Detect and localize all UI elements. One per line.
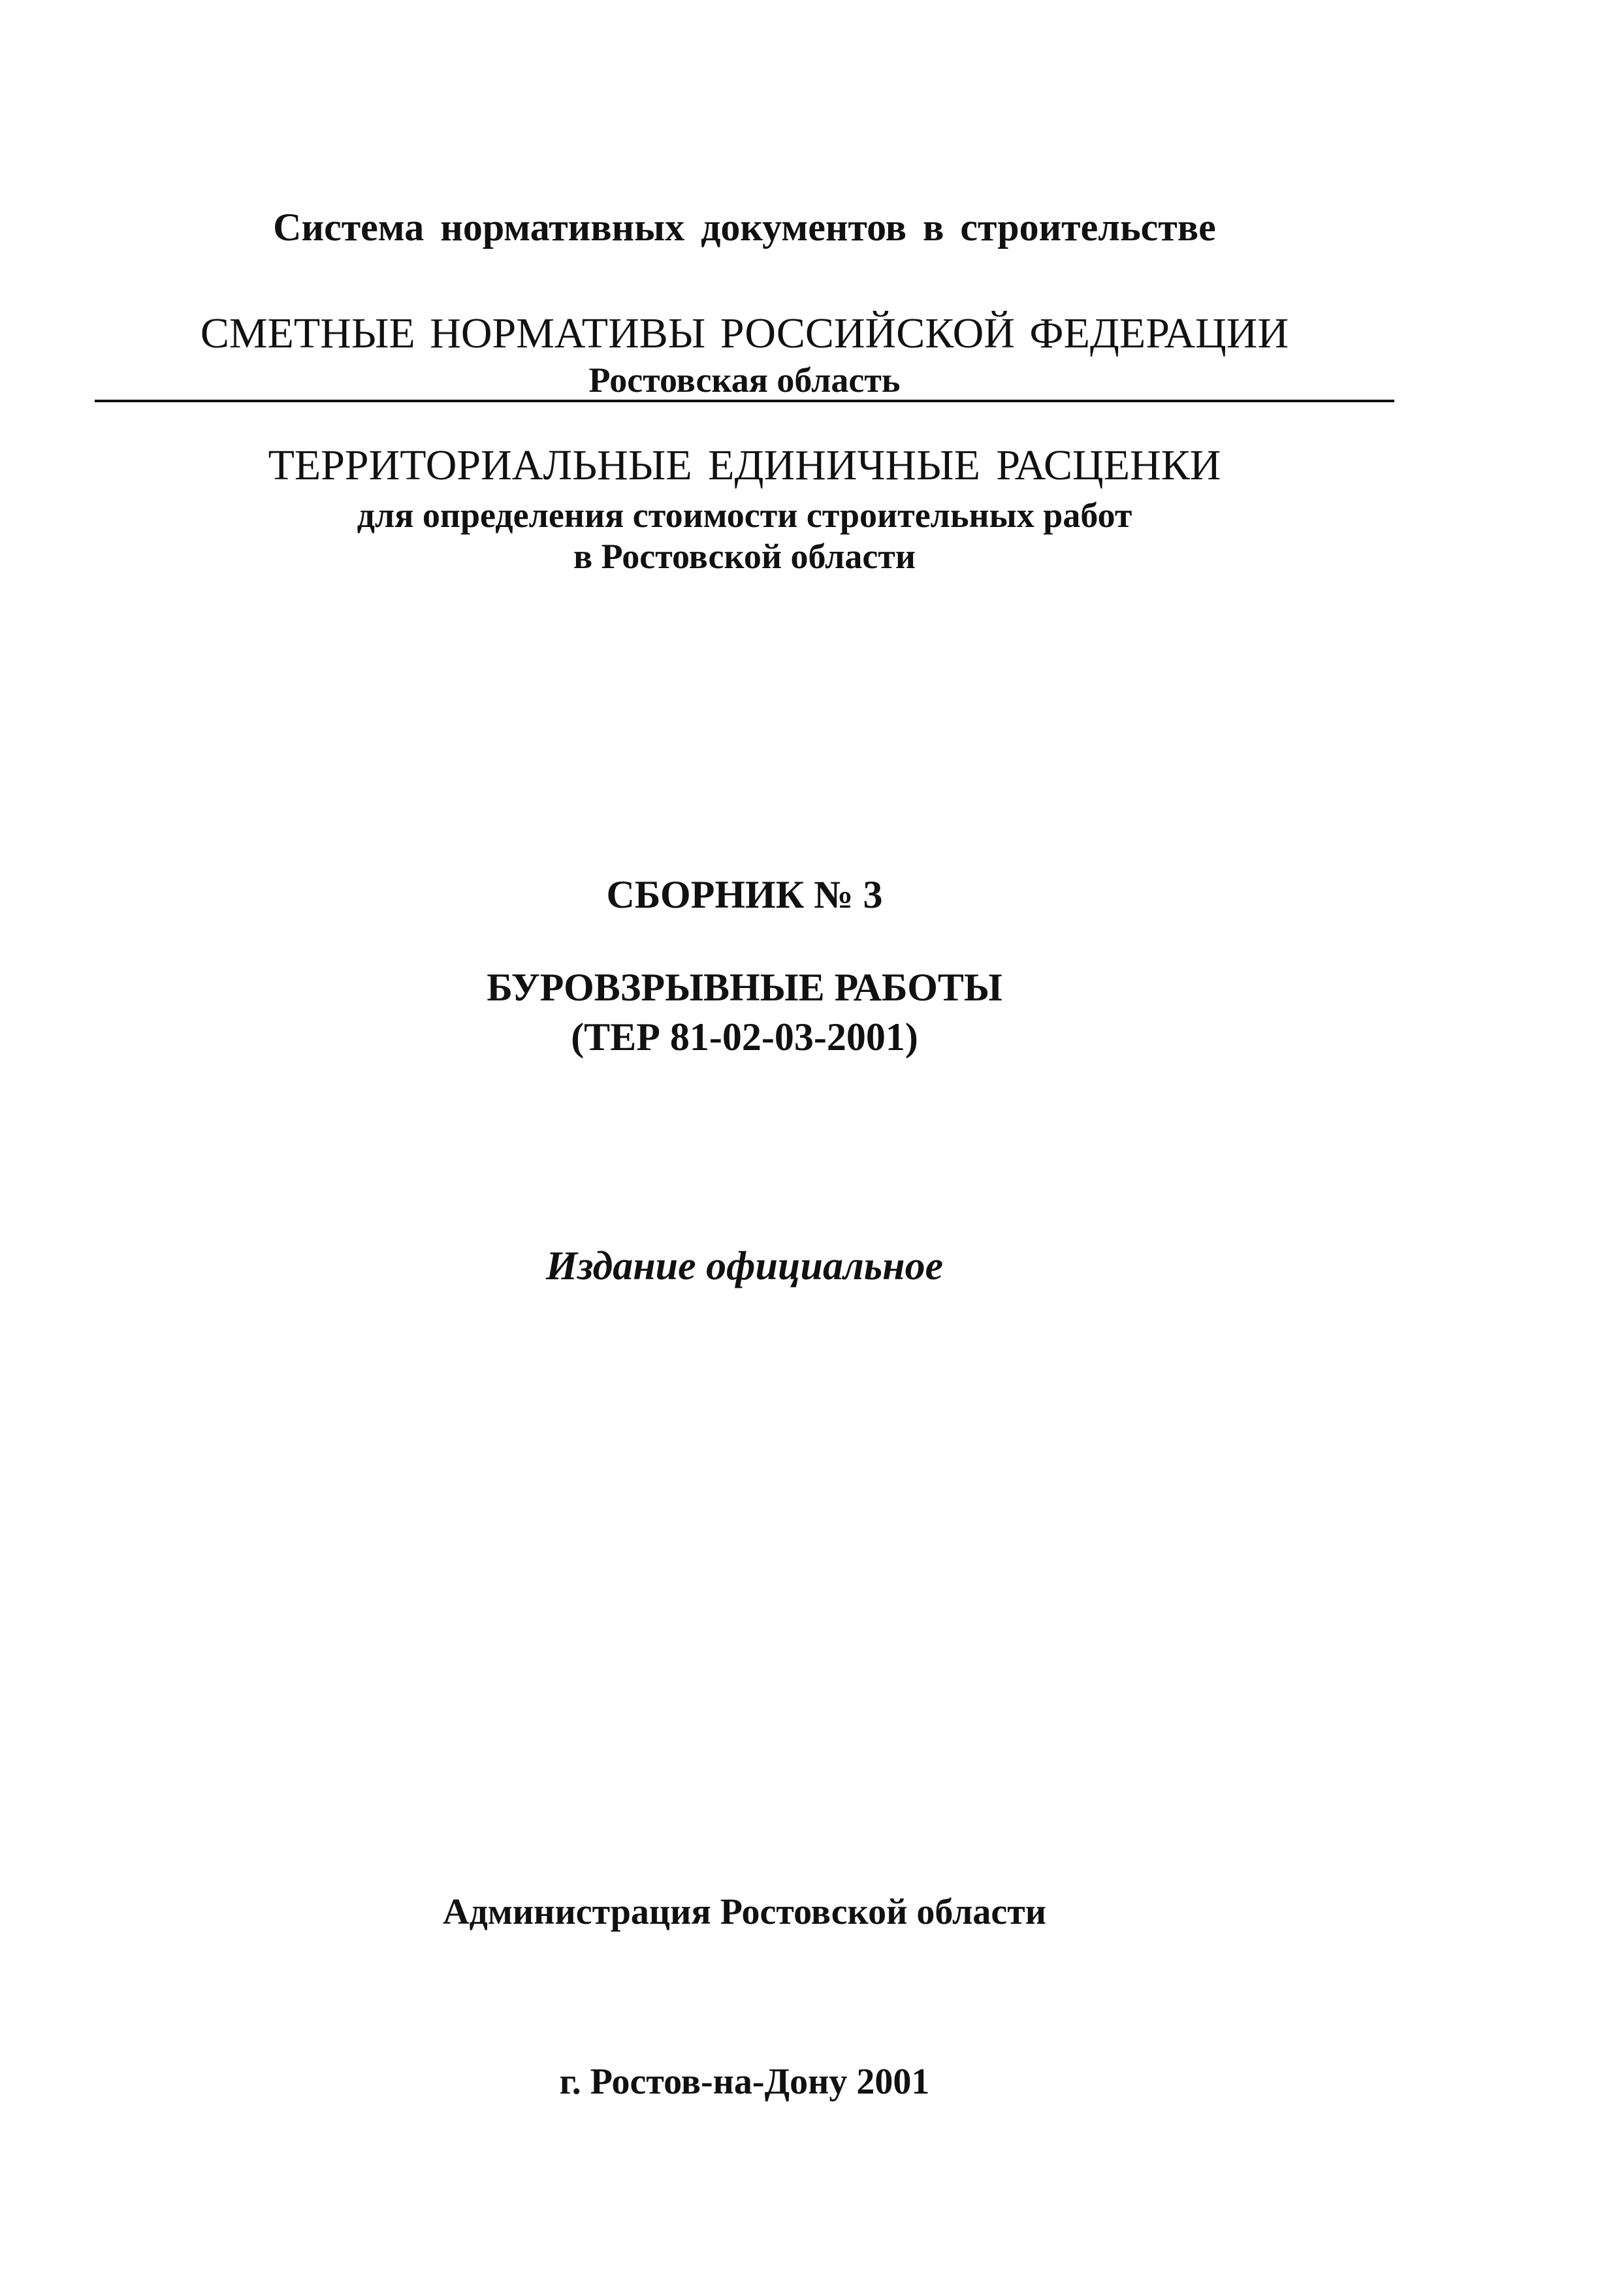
collection-number: СБОРНИК № 3 (606, 873, 883, 916)
system-heading: Система нормативных документов в строительстве (273, 206, 1216, 249)
edition-label: Издание официальное (545, 1244, 944, 1288)
city-year: г. Ростов-на-Дону 2001 (559, 2062, 930, 2102)
collection-name: БУРОВЗРЫВНЫЕ РАБОТЫ (487, 966, 1002, 1009)
publisher-name: Администрация Ростовской области (443, 1892, 1046, 1932)
header-divider (95, 400, 1394, 402)
region-name: Ростовская область (588, 360, 901, 400)
document-subtitle-line-1: для определения стоимости строительных работ (357, 496, 1132, 535)
document-subtitle-line-2: в Ростовской области (573, 537, 916, 576)
document-title: ТЕРРИТОРИАЛЬНЫЕ ЕДИНИЧНЫЕ РАСЦЕНКИ (268, 441, 1221, 489)
series-title: СМЕТНЫЕ НОРМАТИВЫ РОССИЙСКОЙ ФЕДЕРАЦИИ (200, 310, 1289, 357)
collection-code: (ТЕР 81-02-03-2001) (571, 1015, 918, 1059)
